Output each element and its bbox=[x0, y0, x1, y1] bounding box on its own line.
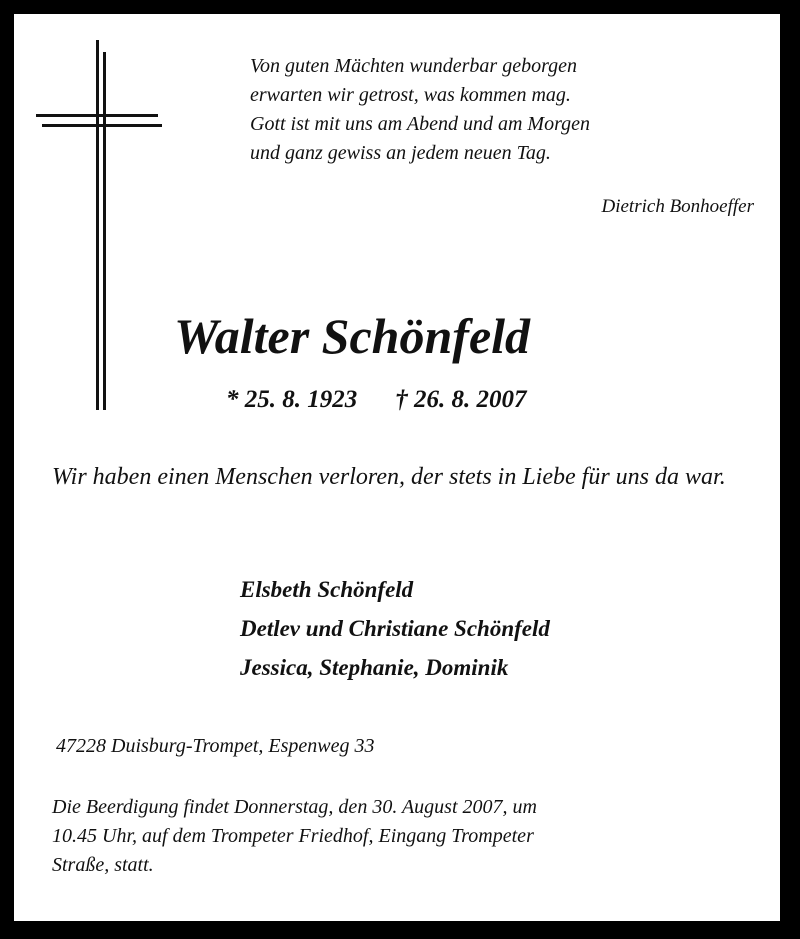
poem-line: Von guten Mächten wunderbar geborgen bbox=[250, 55, 577, 77]
deceased-name: Walter Schönfeld bbox=[174, 308, 531, 364]
mourners-list bbox=[240, 570, 550, 687]
mourner: Jessica, Stephanie, Dominik bbox=[240, 655, 509, 680]
life-dates bbox=[226, 386, 527, 414]
cross-icon bbox=[36, 40, 166, 410]
obituary-card bbox=[14, 14, 780, 921]
birth-date: * 25. 8. 1923 bbox=[226, 386, 358, 413]
poem-line: Gott ist mit uns am Abend und am Morgen bbox=[250, 113, 590, 135]
funeral-notice bbox=[52, 793, 752, 880]
poem bbox=[250, 52, 755, 168]
poem-line: und ganz gewiss an jedem neuen Tag. bbox=[250, 142, 551, 164]
death-date: † 26. 8. 2007 bbox=[395, 386, 527, 413]
mourner: Elsbeth Schönfeld bbox=[240, 577, 414, 602]
poem-line: erwarten wir getrost, was kommen mag. bbox=[250, 84, 571, 106]
poem-author: Dietrich Bonhoeffer bbox=[601, 196, 754, 217]
family-address: 47228 Duisburg-Trompet, Espenweg 33 bbox=[56, 735, 375, 757]
funeral-line: Die Beerdigung findet Donnerstag, den 30. August 2007, um bbox=[52, 796, 537, 818]
mourner: Detlev und Christiane Schönfeld bbox=[240, 616, 550, 641]
memorial-statement: Wir haben einen Menschen verloren, der stets in Liebe für uns da war. bbox=[52, 464, 726, 490]
funeral-line: 10.45 Uhr, auf dem Trompeter Friedhof, Eingang Trompeter bbox=[52, 825, 534, 847]
funeral-line: Straße, statt. bbox=[52, 854, 154, 876]
